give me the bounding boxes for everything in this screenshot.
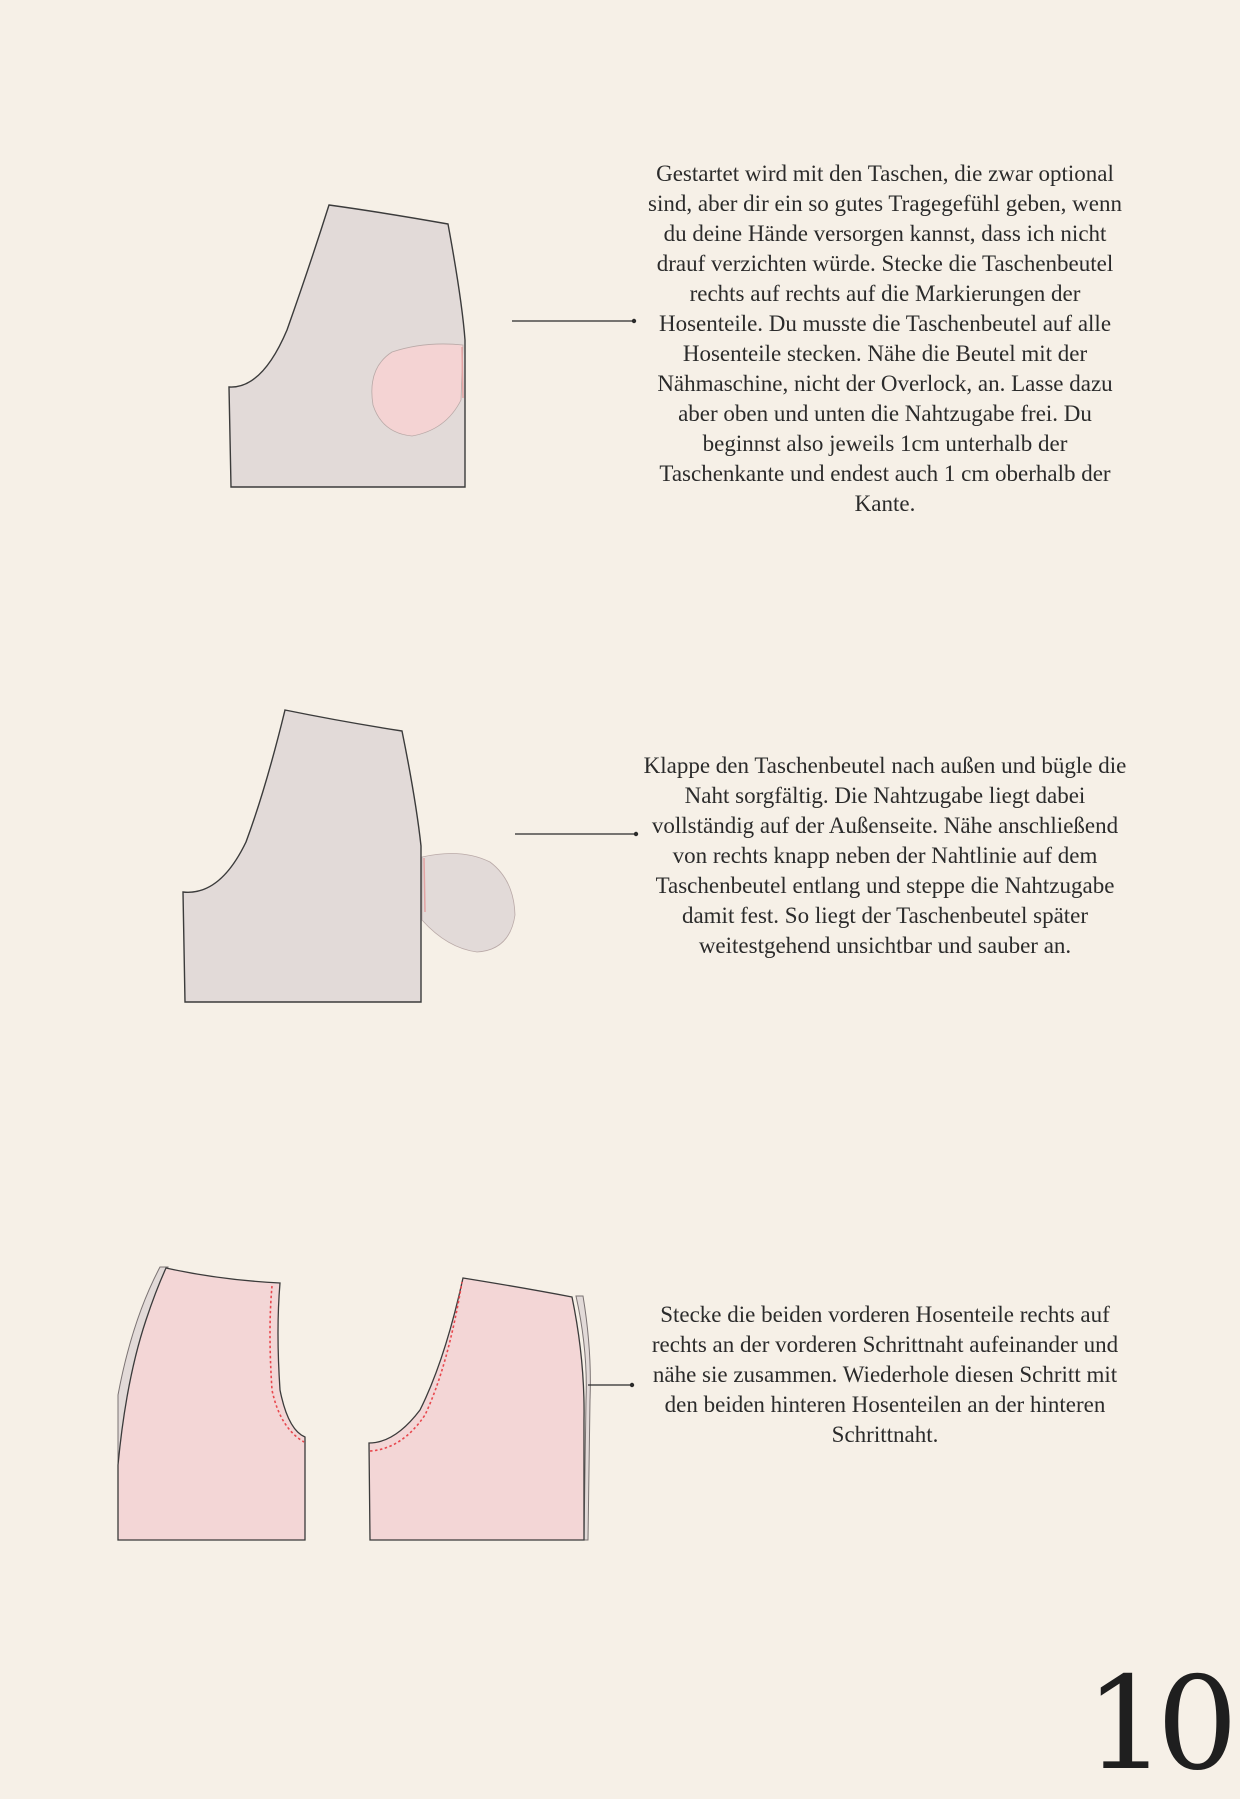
step2-topstitch-line [424, 858, 425, 912]
step2-connector-dot [634, 832, 638, 836]
step1-illustration [229, 205, 636, 487]
step2-pocket-bag [422, 853, 515, 952]
step3-connector-dot [630, 1383, 634, 1387]
step1-instruction-text: Gestartet wird mit den Taschen, die zwar optional sind, aber dir ein so gutes Tragegefühl geben, wenn du deine Hände versorgen kannst, dass ich nicht drauf verzichten würde. Stecke die Taschenbeutel rechts auf rechts auf die Markierungen der Hosenteile. Du musste die Taschenbeutel auf alle Hosenteile stecken. Nähe die Beutel mit der Nähmaschine, nicht der Overlock, an. Lasse dazu aber oben und unten die Nahtzugabe frei. Du beginnst also jeweils 1cm unterhalb der Taschenkante und endest auch 1 cm oberhalb der Kante. [648, 161, 1122, 516]
step3-right-piece [369, 1278, 584, 1540]
step1-connector-dot [632, 319, 636, 323]
step2-instruction-text: Klappe den Taschenbeutel nach außen und bügle die Naht sorgfältig. Die Nahtzugabe liegt dabei vollständig auf der Außenseite. Nähe anschließend von rechts knapp neben der Nahtlinie auf dem Taschenbeutel entlang und steppe die Nahtzugabe damit fest. So liegt der Taschenbeutel später weitestgehend unsichtbar und sauber an. [643, 753, 1127, 958]
step3-illustration [118, 1267, 634, 1540]
step3-instruction-text: Stecke die beiden vorderen Hosenteile rechts auf rechts an der vorderen Schrittnaht aufeinander und nähe sie zusammen. Wiederhole diesen Schritt mit den beiden hinteren Hosenteilen an der hinteren Schrittnaht. [651, 1302, 1119, 1447]
step2-trouser-piece [183, 710, 421, 1002]
step1-pocket-seam-line [462, 347, 463, 398]
page-number: 10 [1085, 1650, 1228, 1799]
step2-illustration [183, 710, 638, 1002]
